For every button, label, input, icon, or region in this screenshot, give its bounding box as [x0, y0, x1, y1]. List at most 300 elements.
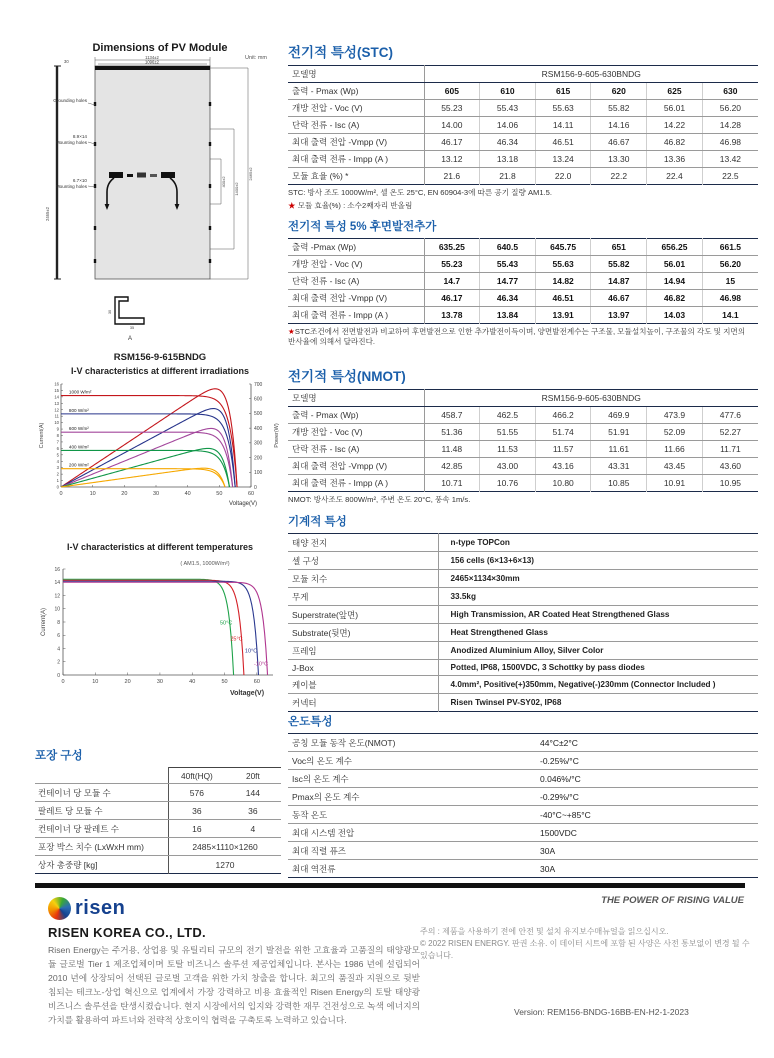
row-label: J-Box — [288, 660, 438, 676]
row-label: 최대 시스템 전압 — [288, 824, 528, 842]
row-label: 단락 전류 - Isc (A) — [288, 273, 424, 290]
row-value: 21.8 — [480, 168, 536, 185]
row-value: 55.23 — [424, 100, 480, 117]
svg-text:2: 2 — [57, 659, 60, 666]
series-label: 50°C — [220, 620, 233, 627]
row-value: 46.67 — [591, 290, 647, 307]
dim-detail-h: 30 — [108, 309, 112, 315]
row-label: 최대 직렬 퓨즈 — [288, 842, 528, 860]
iv-temperature-plot — [35, 553, 285, 703]
row-value: 22.2 — [591, 168, 647, 185]
row-value: 55.63 — [535, 100, 591, 117]
row-value: 14.03 — [647, 307, 703, 324]
row-value: 46.34 — [480, 290, 536, 307]
row-value: 46.17 — [424, 134, 480, 151]
company-description: Risen Energy는 주거용, 상업용 및 유틸리티 규모의 전기 발전을 위한 고효율과 고품질의 태양광모듈 글로벌 Tier 1 제조업체이며 토탈 비즈니스 솔루션 제공업체입니다. 본사는 1986 년에 설립되어 2010 년에 상장되어 선택된 글로벌 고객을 위한 가치 창출을 합니다. 최고의 품질과 지원으로 뒷받침되는 테크노-상업 혁신으로 업계에서 가장 강력하고 비용 효율적인 Risen Energy의 토탈 태양광 비즈니스 솔루션을 탄생시켰습니다. 현지 시장에서의 입지와 강력한 재무 건전성으로 녹색 에너지의 가치를 활용하여 파트너와 전략적 상호이익 협력을 구축토록 노력하고 있습니다. — [48, 945, 420, 1026]
packaging-section — [35, 747, 281, 874]
svg-text:16: 16 — [54, 566, 60, 573]
row-value: n-type TOPCon — [438, 534, 758, 552]
svg-text:12: 12 — [54, 407, 59, 413]
dim-detail-w: 35 — [129, 326, 135, 330]
row-value: Anodized Aluminium Alloy, Silver Color — [438, 642, 758, 660]
stc-title: 전기적 특성(STC) — [288, 45, 393, 60]
row-value: 46.82 — [647, 290, 703, 307]
packaging-title: 포장 구성 — [35, 750, 83, 762]
detail-a-label: A — [127, 336, 133, 342]
svg-text:11: 11 — [54, 413, 59, 419]
svg-text:4: 4 — [57, 646, 60, 653]
row-label: Isc의 온도 계수 — [288, 770, 528, 788]
svg-text:0: 0 — [61, 679, 65, 685]
dim-bracket-inner: 400±2 — [221, 176, 226, 188]
table-row — [288, 407, 758, 424]
row-value: 11.53 — [480, 441, 536, 458]
temperature-title: 온도특성 — [288, 716, 333, 728]
risen-logo-wordmark: risen — [75, 897, 126, 919]
svg-text:30: 30 — [156, 679, 163, 685]
svg-text:100: 100 — [254, 470, 263, 477]
row-value: 15 — [702, 273, 758, 290]
table-row — [288, 842, 758, 860]
series-label: -10°C — [253, 661, 269, 668]
row-label: Superstrate(앞면) — [288, 606, 438, 624]
row-value: 13.91 — [535, 307, 591, 324]
row-label: 프레임 — [288, 642, 438, 660]
row-label: 팔레트 당 모듈 수 — [35, 802, 169, 820]
row-value: 16 — [169, 820, 225, 838]
table-row — [288, 83, 758, 100]
nmot-note: NMOT: 방사조도 800W/m², 주변 온도 20°C, 풍속 1m/s. — [288, 495, 471, 504]
row-value: 14.16 — [591, 117, 647, 134]
table-row — [35, 820, 281, 838]
brand-tagline: THE POWER OF RISING VALUE — [601, 895, 744, 906]
svg-text:0: 0 — [59, 491, 63, 497]
svg-text:14: 14 — [54, 394, 59, 400]
row-value: 14.28 — [702, 117, 758, 134]
model-value: RSM156-9-605-630BNDG — [424, 66, 758, 83]
table-row — [288, 660, 758, 676]
row-value: 21.6 — [424, 168, 480, 185]
row-value: 13.30 — [591, 151, 647, 168]
svg-text:0: 0 — [254, 484, 257, 491]
row-value: 4.0mm², Positive(+)350mm, Negative(-)230mm (Connector Included ) — [438, 676, 758, 694]
row-label: 컨테이너 당 팔레트 수 — [35, 820, 169, 838]
row-value: 2465×1134×30mm — [438, 570, 758, 588]
mechanical-section — [288, 513, 758, 712]
row-value: 36 — [225, 802, 281, 820]
row-value: 30A — [528, 842, 758, 860]
series-label: 800 W/m² — [68, 407, 89, 413]
series-label: 200 W/m² — [68, 462, 89, 468]
svg-text:20: 20 — [124, 679, 131, 685]
row-label: 최대 역전류 — [292, 863, 336, 874]
svg-text:8: 8 — [57, 619, 60, 626]
row-value: 46.98 — [702, 134, 758, 151]
svg-text:Current(A): Current(A) — [41, 607, 47, 637]
row-label: 최대 출력 전류 - Impp (A ) — [288, 151, 424, 168]
svg-text:30: 30 — [152, 491, 160, 497]
table-row — [288, 273, 758, 290]
row-value: 55.43 — [480, 256, 536, 273]
svg-text:300: 300 — [254, 440, 263, 447]
mounting-holes2-size: 6.7×10 — [72, 178, 87, 183]
svg-text:4: 4 — [56, 458, 59, 464]
row-value: 33.5kg — [438, 588, 758, 606]
rear-gain-note: ★STC조건에서 전면발전과 비교하여 후면발전으로 인한 추가발전이득이며, 양면발전계수는 구조물, 모듈설치높이, 구조물의 각도 및 지면의 반사율에 의해서 달라진다. — [288, 327, 746, 347]
row-value: 52.09 — [647, 424, 703, 441]
row-value: 13.78 — [424, 307, 480, 324]
mechanical-title: 기계적 특성 — [288, 516, 347, 528]
table-row — [288, 806, 758, 824]
row-value: 10.85 — [591, 475, 647, 492]
row-value: 43.00 — [480, 458, 536, 475]
row-label: 개방 전압 - Voc (V) — [288, 424, 424, 441]
table-row — [288, 606, 758, 624]
row-value: 14.00 — [424, 117, 480, 134]
row-label: 최대 출력 전압 -Vmpp (V) — [288, 134, 424, 151]
svg-text:3: 3 — [56, 465, 59, 471]
table-row — [288, 307, 758, 324]
row-value: 576 — [169, 784, 225, 802]
rear5-table — [288, 238, 758, 324]
iv-irradiation-chart — [35, 366, 285, 514]
row-label: 최대 출력 전류 - Impp (A ) — [288, 475, 424, 492]
row-value: 10.80 — [535, 475, 591, 492]
row-value: 630 — [702, 83, 758, 100]
table-row — [35, 856, 281, 874]
row-value: 473.9 — [647, 407, 703, 424]
row-value: 11.48 — [424, 441, 480, 458]
row-value: 13.36 — [647, 151, 703, 168]
row-value: 14.7 — [424, 273, 480, 290]
dim-bracket-mid: 1400±2 — [234, 182, 239, 196]
version-text — [514, 1007, 689, 1017]
svg-text:10: 10 — [54, 606, 60, 613]
series-label: 400 W/m² — [68, 444, 89, 450]
table-row — [288, 151, 758, 168]
grounding-holes-label: Grounding holes — [53, 98, 87, 103]
table-row — [288, 256, 758, 273]
svg-text:9: 9 — [56, 426, 59, 432]
table-row — [288, 475, 758, 492]
row-value: 4 — [225, 820, 281, 838]
row-label: 컨테이너 당 모듈 수 — [35, 784, 169, 802]
row-value: 10.76 — [480, 475, 536, 492]
row-label: Substrate(뒷면) — [288, 624, 438, 642]
svg-text:7: 7 — [56, 439, 59, 445]
svg-text:10: 10 — [92, 679, 99, 685]
model-label: 모델명 — [288, 390, 424, 407]
svg-text:600: 600 — [254, 396, 263, 403]
svg-text:10: 10 — [54, 420, 59, 426]
iv-temperature-chart — [35, 542, 285, 708]
row-value: 22.4 — [647, 168, 703, 185]
row-value: 14.22 — [647, 117, 703, 134]
iv-irradiation-plot — [35, 377, 285, 509]
svg-text:20: 20 — [121, 491, 128, 497]
row-value: 43.16 — [535, 458, 591, 475]
row-label: 모듈 효율 (%) * — [288, 168, 424, 185]
mounting-holes1-size: 8.9×14 — [72, 134, 87, 139]
pack-table — [35, 767, 281, 874]
svg-text:2: 2 — [56, 471, 59, 477]
svg-text:Current(A): Current(A) — [39, 422, 45, 449]
svg-text:0: 0 — [56, 484, 59, 490]
svg-text:50: 50 — [216, 491, 223, 497]
svg-text:Voltage(V): Voltage(V) — [228, 501, 258, 507]
table-row — [288, 570, 758, 588]
temperature-section — [288, 713, 758, 878]
dim-bracket-outer: 2465±2 — [248, 167, 253, 181]
table-row — [35, 802, 281, 820]
chart-annotation: ( AM1.5, 1000W/m²) — [180, 561, 230, 567]
row-value: 615 — [535, 83, 591, 100]
nmot-title: 전기적 특성(NMOT) — [288, 369, 406, 384]
column-header: 40ft(HQ) — [169, 768, 225, 784]
row-value: Potted, IP68, 1500VDC, 3 Schottky by pass diodes — [438, 660, 758, 676]
table-row — [288, 100, 758, 117]
chart1-title: I-V characteristics at different irradiations — [70, 366, 250, 376]
svg-text:8: 8 — [56, 433, 59, 438]
stc-note2: ★ 모듈 효율(%) : 소수2째자리 반올림 — [288, 201, 413, 211]
row-value: 13.84 — [480, 307, 536, 324]
table-row — [288, 860, 758, 878]
svg-text:14: 14 — [54, 580, 60, 587]
caution-text — [420, 926, 755, 962]
row-value: 10.91 — [647, 475, 703, 492]
row-label: 출력 - Pmax (Wp) — [288, 83, 424, 100]
diagram-title: Dimensions of PV Module — [92, 42, 228, 54]
row-value: 11.57 — [535, 441, 591, 458]
row-value: 605 — [424, 83, 480, 100]
row-value: 14.82 — [535, 273, 591, 290]
row-value: 14.87 — [591, 273, 647, 290]
row-label: 개방 전압 - Voc (V) — [288, 256, 424, 273]
nmot-table — [288, 389, 758, 492]
model-value: RSM156-9-605-630BNDG — [424, 390, 758, 407]
column-header: 20ft — [225, 768, 281, 784]
row-value: 13.97 — [591, 307, 647, 324]
row-label: 케이블 — [288, 676, 438, 694]
row-value: 56.20 — [702, 100, 758, 117]
row-label: 단락 전류 - Isc (A) — [288, 441, 424, 458]
row-value: 14.06 — [480, 117, 536, 134]
mech-table — [288, 533, 758, 712]
svg-text:40: 40 — [189, 679, 196, 685]
row-value: 466.2 — [535, 407, 591, 424]
row-value: 55.23 — [424, 256, 480, 273]
row-value: 43.31 — [591, 458, 647, 475]
dim-thickness: 30 — [64, 59, 69, 64]
pv-module-dimensions-diagram — [35, 42, 285, 347]
module-model-code: RSM156-9-615BNDG — [113, 352, 207, 363]
table-row — [288, 458, 758, 475]
table-row — [288, 752, 758, 770]
table-row — [288, 117, 758, 134]
row-value: 22.0 — [535, 168, 591, 185]
row-value: 14.1 — [722, 310, 739, 320]
row-value: 656.25 — [647, 239, 703, 256]
version-label: Version: — [514, 1007, 548, 1017]
row-label: 출력 -Pmax (Wp) — [288, 239, 424, 256]
row-value: 42.85 — [424, 458, 480, 475]
row-value: High Transmission, AR Coated Heat Strengthened Glass — [438, 606, 758, 624]
row-value: 56.01 — [647, 100, 703, 117]
row-value: Heat Strengthened Glass — [438, 624, 758, 642]
table-row — [288, 642, 758, 660]
row-label: 모듈 치수 — [288, 570, 438, 588]
row-value: 458.7 — [424, 407, 480, 424]
svg-text:6: 6 — [56, 445, 59, 451]
svg-text:12: 12 — [54, 593, 60, 600]
svg-text:15: 15 — [54, 387, 59, 393]
table-row — [288, 441, 758, 458]
svg-text:Power(W): Power(W) — [274, 423, 280, 448]
row-value: 13.18 — [480, 151, 536, 168]
svg-text:60: 60 — [253, 679, 260, 685]
row-value: 477.6 — [702, 407, 758, 424]
row-value: 625 — [647, 83, 703, 100]
company-name: RISEN KOREA CO., LTD. — [48, 925, 206, 940]
model-label: 모델명 — [288, 66, 424, 83]
row-value: 13.12 — [424, 151, 480, 168]
version-value: REM156-BNDG-16BB-EN-H2-1-2023 — [547, 1007, 689, 1017]
row-value: 46.51 — [535, 134, 591, 151]
row-label: 최대 출력 전압 -Vmpp (V) — [288, 290, 424, 307]
row-value: 55.43 — [480, 100, 536, 117]
row-label: 최대 출력 전압 -Vmpp (V) — [288, 458, 424, 475]
row-value: -0.25%/°C — [528, 752, 758, 770]
row-label: 무게 — [288, 588, 438, 606]
row-value: 46.34 — [480, 134, 536, 151]
row-value: 51.55 — [480, 424, 536, 441]
dim-top-inner: 1096±2 — [145, 59, 159, 65]
footer-divider-bar — [35, 883, 745, 888]
table-row — [288, 552, 758, 570]
svg-text:16: 16 — [54, 381, 59, 387]
row-value: Risen Twinsel PV-SY02, IP68 — [450, 698, 562, 707]
row-value: 462.5 — [480, 407, 536, 424]
row-label: 공칭 모듈 동작 온도(NMOT) — [288, 734, 528, 752]
row-value: 22.5 — [722, 171, 739, 181]
row-label: 포장 박스 치수 (LxWxH mm) — [35, 838, 169, 856]
svg-text:5: 5 — [56, 452, 59, 458]
row-value: 51.91 — [591, 424, 647, 441]
row-label: 최대 출력 전류 - Impp (A ) — [288, 307, 424, 324]
series-label: 1000 W/m² — [68, 389, 92, 395]
risen-logo — [48, 897, 125, 920]
row-value: 10.71 — [424, 475, 480, 492]
row-value: 651 — [591, 239, 647, 256]
chart2-title: I-V characteristics at different temperatures — [66, 542, 254, 552]
row-value: 51.36 — [424, 424, 480, 441]
diagram-unit-note: Unit: mm — [245, 55, 267, 61]
row-value: 56.01 — [647, 256, 703, 273]
row-value: 620 — [591, 83, 647, 100]
row-value: 46.67 — [591, 134, 647, 151]
row-value: 43.60 — [702, 458, 758, 475]
row-value: 11.66 — [647, 441, 703, 458]
row-label: 개방 전압 - Voc (V) — [288, 100, 424, 117]
header-row — [35, 768, 281, 784]
row-label: 출력 - Pmax (Wp) — [288, 407, 424, 424]
row-value: 51.74 — [535, 424, 591, 441]
row-value: 13.42 — [702, 151, 758, 168]
svg-text:1: 1 — [56, 478, 59, 484]
svg-text:0: 0 — [57, 672, 60, 679]
row-value: 30A — [540, 863, 556, 874]
row-value: 645.75 — [535, 239, 591, 256]
model-row — [288, 66, 758, 83]
stc-note1: STC: 방사 조도 1000W/m², 셀 온도 25°C, EN 60904-3에 따른 공기 질량 AM1.5. — [288, 188, 552, 197]
mounting-holes1-label: Mounting holes — [55, 140, 87, 145]
svg-text:13: 13 — [54, 400, 59, 406]
series-label: 10°C — [244, 648, 258, 655]
frame-section-detail — [108, 297, 144, 342]
table-row — [288, 694, 758, 712]
table-row — [288, 770, 758, 788]
table-row — [288, 788, 758, 806]
row-value: 610 — [480, 83, 536, 100]
row-label: Voc의 온도 계수 — [288, 752, 528, 770]
row-value: 13.24 — [535, 151, 591, 168]
svg-text:60: 60 — [247, 491, 255, 497]
table-row — [35, 784, 281, 802]
nmot-section — [288, 365, 758, 505]
row-value: 2485×1110×1260 — [169, 838, 281, 856]
dim-top-outer: 1134±2 — [145, 55, 159, 60]
row-value: 144 — [225, 784, 281, 802]
row-value: 661.5 — [702, 239, 758, 256]
row-label: 단락 전류 - Isc (A) — [288, 117, 424, 134]
table-row — [288, 676, 758, 694]
series-label: 600 W/m² — [68, 426, 89, 432]
row-value: 14.11 — [535, 117, 591, 134]
svg-text:200: 200 — [254, 455, 263, 462]
row-value: 11.61 — [591, 441, 647, 458]
row-value: 56.20 — [702, 256, 758, 273]
svg-text:10: 10 — [89, 491, 96, 497]
row-value: 46.82 — [647, 134, 703, 151]
row-value: 1270 — [215, 859, 235, 870]
row-value: 44°C±2°C — [528, 734, 758, 752]
module-drawing — [35, 54, 285, 344]
dim-height-side: 2465±2 — [45, 207, 50, 221]
star-marker: ★ — [288, 327, 295, 336]
table-row — [288, 734, 758, 752]
row-label: 상자 총중량 [kg] — [35, 856, 169, 874]
row-label: 태양 전지 — [288, 534, 438, 552]
table-row — [35, 838, 281, 856]
svg-text:40: 40 — [184, 491, 191, 497]
row-value: 55.82 — [591, 256, 647, 273]
row-value: 1500VDC — [528, 824, 758, 842]
rear-gain-title: 전기적 특성 5% 후면발전추가 — [288, 221, 437, 233]
caution-line2: © 2022 RISEN ENERGY. 판권 소유. 이 데이터 시트에 포함 된 사양은 사전 통보없이 변경 될 수 있습니다. — [420, 939, 750, 960]
row-value: 46.98 — [702, 290, 758, 307]
svg-text:6: 6 — [57, 633, 60, 640]
series-label: 25°C — [230, 636, 243, 643]
svg-text:400: 400 — [254, 425, 263, 432]
table-row — [288, 168, 758, 185]
table-row — [288, 424, 758, 441]
table-row — [288, 290, 758, 307]
svg-text:50: 50 — [221, 679, 228, 685]
table-row — [288, 624, 758, 642]
risen-logo-icon — [48, 897, 71, 920]
row-label: 커넥터 — [288, 694, 438, 712]
row-value: 635.25 — [424, 239, 480, 256]
